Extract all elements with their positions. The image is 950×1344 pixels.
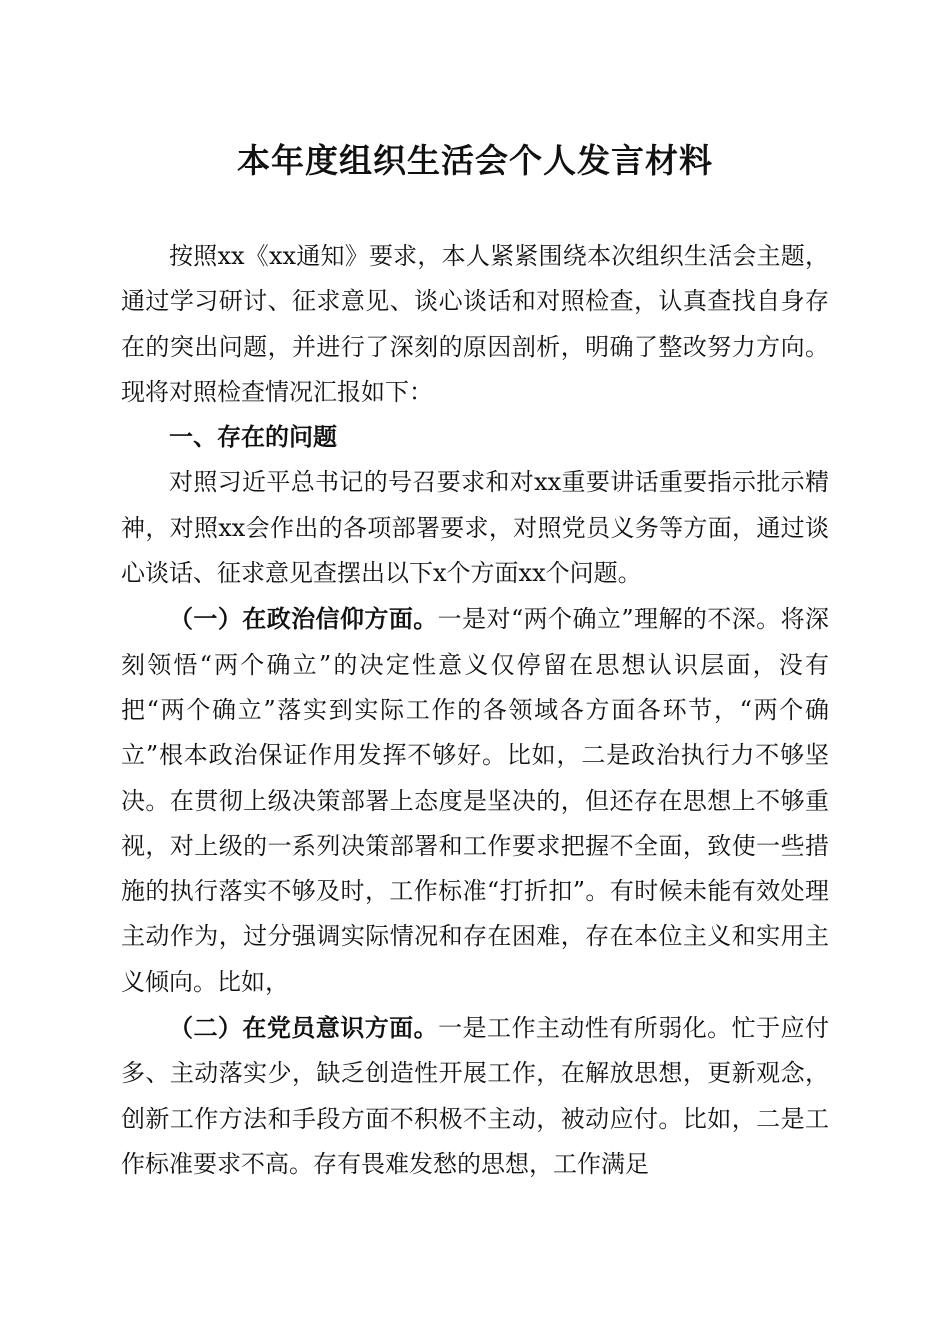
item-lead-1: （一）在政治信仰方面。 [169, 604, 438, 634]
item-paragraph-1 [121, 596, 829, 1005]
document-title: 本年度组织生活会个人发言材料 [237, 141, 713, 180]
document-body [121, 234, 829, 1187]
section-heading: 一、存在的问题 [169, 423, 337, 452]
section-intro-paragraph: 对照习近平总书记的号召要求和对xx重要讲话重要指示批示精神，对照xx会作出的各项部署要求，对照党员义务等方面，通过谈心谈话、征求意见查摆出以下x个方面xx个问题。 [121, 468, 829, 588]
item-text-1: 一是对“两个确立”理解的不深。将深刻领悟“两个确立”的决定性意义仅停留在思想认识层面，没有把“两个确立”落实到实际工作的各领域各方面各环节，“两个确立”根本政治保证作用发挥不够好。比如，二是政治执行力不够坚决。在贯彻上级决策部署上态度是坚决的，但还存在思想上不够重视，对上级的一系列决策部署和工作要求把握不全面，致使一些措施的执行落实不够及时，工作标准“打折扣”。有时候未能有效处理主动作为，过分强调实际情况和存在困难，存在本位主义和实用主义倾向。比如， [121, 605, 829, 996]
item-paragraph-2 [121, 1005, 829, 1187]
item-text-2: 一是工作主动性有所弱化。忙于应付多、主动落实少，缺乏创造性开展工作，在解放思想，更新观念，创新工作方法和手段方面不积极不主动，被动应付。比如，二是工作标准要求不高。存有畏难发愁的思想，工作满足 [121, 1014, 830, 1178]
intro-paragraph: 按照xx《xx通知》要求，本人紧紧围绕本次组织生活会主题，通过学习研讨、征求意见、谈心谈话和对照检查，认真查找自身存在的突出问题，并进行了深刻的原因剖析，明确了整改努力方向。现将对照检查情况汇报如下： [121, 242, 829, 406]
item-lead-2: （二）在党员意识方面。 [169, 1013, 439, 1043]
